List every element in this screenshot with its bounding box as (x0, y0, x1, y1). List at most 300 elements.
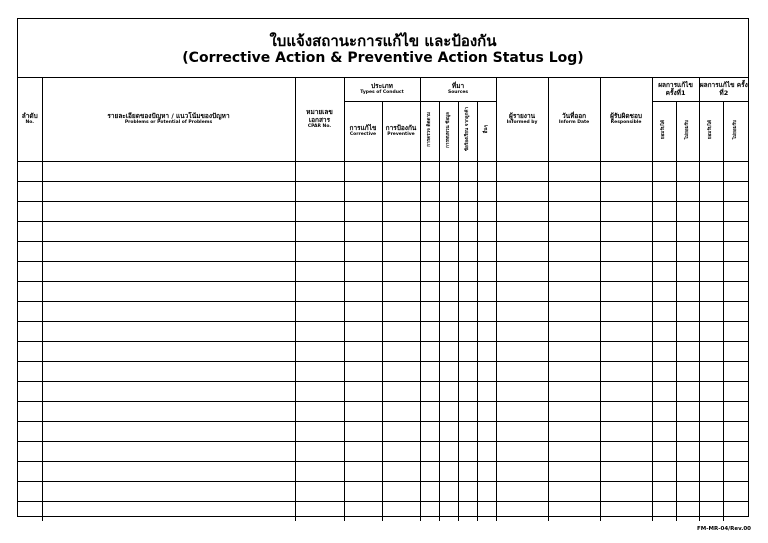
table-cell[interactable] (496, 281, 548, 301)
table-cell[interactable] (723, 201, 748, 221)
table-cell[interactable] (439, 461, 458, 481)
table-cell[interactable] (420, 301, 439, 321)
table-cell[interactable] (699, 281, 723, 301)
table-cell[interactable] (42, 241, 295, 261)
table-cell[interactable] (600, 181, 652, 201)
table-cell[interactable] (477, 501, 496, 521)
table-cell[interactable] (477, 241, 496, 261)
table-cell[interactable] (723, 421, 748, 441)
table-cell[interactable] (548, 301, 600, 321)
table-cell[interactable] (382, 361, 420, 381)
table-cell[interactable] (18, 221, 42, 241)
table-cell[interactable] (496, 181, 548, 201)
table-cell[interactable] (548, 241, 600, 261)
table-cell[interactable] (439, 181, 458, 201)
table-cell[interactable] (496, 241, 548, 261)
table-cell[interactable] (699, 341, 723, 361)
table-cell[interactable] (723, 181, 748, 201)
table-cell[interactable] (496, 301, 548, 321)
table-cell[interactable] (477, 421, 496, 441)
table-cell[interactable] (652, 361, 676, 381)
table-cell[interactable] (439, 301, 458, 321)
header-corrective: การแก้ไข Corrective (344, 101, 382, 161)
table-cell[interactable] (295, 241, 344, 261)
table-cell[interactable] (723, 281, 748, 301)
table-cell[interactable] (652, 341, 676, 361)
table-cell[interactable] (676, 241, 699, 261)
table-cell[interactable] (295, 321, 344, 341)
table-cell[interactable] (496, 401, 548, 421)
table-cell[interactable] (496, 461, 548, 481)
table-cell[interactable] (18, 501, 42, 521)
table-cell[interactable] (42, 501, 295, 521)
table-cell[interactable] (18, 281, 42, 301)
table-cell[interactable] (18, 321, 42, 341)
table-cell[interactable] (676, 261, 699, 281)
table-cell[interactable] (699, 321, 723, 341)
table-cell[interactable] (676, 441, 699, 461)
table-cell[interactable] (723, 241, 748, 261)
table-cell[interactable] (477, 341, 496, 361)
table-cell[interactable] (676, 161, 699, 181)
table-cell[interactable] (652, 161, 676, 181)
table-cell[interactable] (699, 381, 723, 401)
table-cell[interactable] (458, 301, 477, 321)
table-cell[interactable] (382, 441, 420, 461)
table-cell[interactable] (699, 161, 723, 181)
table-cell[interactable] (496, 261, 548, 281)
table-cell[interactable] (42, 321, 295, 341)
table-cell[interactable] (496, 381, 548, 401)
table-cell[interactable] (723, 301, 748, 321)
table-cell[interactable] (458, 421, 477, 441)
table-cell[interactable] (652, 221, 676, 241)
table-cell[interactable] (600, 221, 652, 241)
table-cell[interactable] (295, 401, 344, 421)
table-cell[interactable] (496, 321, 548, 341)
table-cell[interactable] (382, 261, 420, 281)
table-cell[interactable] (439, 381, 458, 401)
table-cell[interactable] (458, 381, 477, 401)
table-cell[interactable] (382, 381, 420, 401)
table-cell[interactable] (42, 361, 295, 381)
table-cell[interactable] (420, 481, 439, 501)
table-cell[interactable] (420, 201, 439, 221)
table-cell[interactable] (420, 461, 439, 481)
table-cell[interactable] (295, 281, 344, 301)
table-cell[interactable] (458, 401, 477, 421)
table-cell[interactable] (548, 441, 600, 461)
table-cell[interactable] (344, 381, 382, 401)
table-cell[interactable] (548, 381, 600, 401)
table-cell[interactable] (548, 501, 600, 521)
table-cell[interactable] (477, 481, 496, 501)
table-cell[interactable] (699, 201, 723, 221)
table-cell[interactable] (477, 201, 496, 221)
table-cell[interactable] (439, 481, 458, 501)
table-cell[interactable] (18, 421, 42, 441)
table-cell[interactable] (676, 321, 699, 341)
table-cell[interactable] (382, 501, 420, 521)
table-cell[interactable] (699, 401, 723, 421)
table-cell[interactable] (548, 181, 600, 201)
table-cell[interactable] (439, 441, 458, 461)
table-cell[interactable] (600, 461, 652, 481)
table-cell[interactable] (496, 161, 548, 181)
table-cell[interactable] (477, 441, 496, 461)
table-cell[interactable] (600, 381, 652, 401)
table-cell[interactable] (699, 241, 723, 261)
table-cell[interactable] (676, 341, 699, 361)
header-result2-accept: ยอมรับได้ (699, 101, 723, 161)
table-cell[interactable] (18, 201, 42, 221)
table-cell[interactable] (652, 481, 676, 501)
table-cell[interactable] (420, 441, 439, 461)
table-cell[interactable] (676, 201, 699, 221)
table-cell[interactable] (699, 461, 723, 481)
table-cell[interactable] (420, 341, 439, 361)
table-cell[interactable] (382, 241, 420, 261)
table-cell[interactable] (723, 481, 748, 501)
table-cell[interactable] (18, 461, 42, 481)
table-row (18, 421, 748, 441)
header-informed-by: ผู้รายงาน Informed by (496, 77, 548, 161)
table-cell[interactable] (439, 501, 458, 521)
table-cell[interactable] (42, 341, 295, 361)
table-cell[interactable] (439, 321, 458, 341)
table-cell[interactable] (382, 481, 420, 501)
table-cell[interactable] (18, 181, 42, 201)
table-cell[interactable] (344, 281, 382, 301)
table-cell[interactable] (723, 261, 748, 281)
table-cell[interactable] (295, 161, 344, 181)
table-cell[interactable] (676, 501, 699, 521)
table-cell[interactable] (344, 181, 382, 201)
table-cell[interactable] (458, 221, 477, 241)
table-cell[interactable] (477, 321, 496, 341)
table-cell[interactable] (652, 381, 676, 401)
table-cell[interactable] (652, 241, 676, 261)
table-cell[interactable] (18, 401, 42, 421)
header-problems: รายละเอียดของปัญหา / แนวโน้มของปัญหา Problems or Potential of Problems (42, 77, 295, 161)
table-cell[interactable] (652, 261, 676, 281)
table-cell[interactable] (42, 421, 295, 441)
table-cell[interactable] (420, 281, 439, 301)
table-cell[interactable] (723, 461, 748, 481)
table-cell[interactable] (42, 381, 295, 401)
table-cell[interactable] (382, 301, 420, 321)
table-cell[interactable] (548, 421, 600, 441)
table-cell[interactable] (458, 321, 477, 341)
table-cell[interactable] (548, 161, 600, 181)
table-cell[interactable] (548, 461, 600, 481)
table-cell[interactable] (652, 201, 676, 221)
table-cell[interactable] (699, 301, 723, 321)
table-cell[interactable] (344, 241, 382, 261)
table-cell[interactable] (548, 321, 600, 341)
table-cell[interactable] (723, 161, 748, 181)
table-cell[interactable] (600, 361, 652, 381)
table-cell[interactable] (458, 281, 477, 301)
table-cell[interactable] (676, 181, 699, 201)
table-cell[interactable] (42, 301, 295, 321)
table-cell[interactable] (42, 461, 295, 481)
table-cell[interactable] (496, 481, 548, 501)
table-cell[interactable] (652, 301, 676, 321)
table-cell[interactable] (477, 261, 496, 281)
table-cell[interactable] (458, 341, 477, 361)
table-cell[interactable] (676, 301, 699, 321)
table-cell[interactable] (676, 281, 699, 301)
table-cell[interactable] (439, 401, 458, 421)
table-cell[interactable] (439, 261, 458, 281)
table-cell[interactable] (344, 501, 382, 521)
table-cell[interactable] (458, 361, 477, 381)
table-cell[interactable] (420, 381, 439, 401)
table-cell[interactable] (652, 401, 676, 421)
table-cell[interactable] (600, 321, 652, 341)
table-cell[interactable] (42, 401, 295, 421)
table-cell[interactable] (42, 281, 295, 301)
header-preventive: การป้องกัน Preventive (382, 101, 420, 161)
table-cell[interactable] (600, 401, 652, 421)
table-cell[interactable] (496, 361, 548, 381)
table-cell[interactable] (344, 441, 382, 461)
table-cell[interactable] (420, 181, 439, 201)
table-cell[interactable] (295, 181, 344, 201)
table-cell[interactable] (295, 441, 344, 461)
table-cell[interactable] (382, 401, 420, 421)
table-cell[interactable] (420, 261, 439, 281)
table-cell[interactable] (600, 441, 652, 461)
table-cell[interactable] (295, 201, 344, 221)
table-cell[interactable] (458, 201, 477, 221)
table-cell[interactable] (652, 281, 676, 301)
table-cell[interactable] (723, 321, 748, 341)
table-cell[interactable] (477, 301, 496, 321)
table-cell[interactable] (420, 401, 439, 421)
table-cell[interactable] (548, 481, 600, 501)
table-cell[interactable] (420, 321, 439, 341)
table-cell[interactable] (344, 221, 382, 241)
table-row (18, 301, 748, 321)
table-cell[interactable] (382, 221, 420, 241)
table-cell[interactable] (477, 181, 496, 201)
table-cell[interactable] (699, 501, 723, 521)
table-cell[interactable] (18, 341, 42, 361)
table-cell[interactable] (477, 461, 496, 481)
table-cell[interactable] (295, 301, 344, 321)
table-cell[interactable] (458, 241, 477, 261)
table-cell[interactable] (295, 381, 344, 401)
table-cell[interactable] (42, 161, 295, 181)
table-cell[interactable] (344, 461, 382, 481)
table-cell[interactable] (496, 501, 548, 521)
table-cell[interactable] (439, 421, 458, 441)
table-cell[interactable] (344, 341, 382, 361)
table-cell[interactable] (496, 221, 548, 241)
table-cell[interactable] (382, 181, 420, 201)
table-cell[interactable] (42, 441, 295, 461)
header-types-of-conduct: ประเภท Types of Conduct (344, 77, 420, 101)
table-cell[interactable] (723, 381, 748, 401)
table-cell[interactable] (344, 201, 382, 221)
table-cell[interactable] (439, 221, 458, 241)
table-cell[interactable] (18, 481, 42, 501)
table-cell[interactable] (439, 341, 458, 361)
header-result1-reject: ไม่ยอมรับ (676, 101, 699, 161)
table-cell[interactable] (382, 161, 420, 181)
table-cell[interactable] (548, 201, 600, 221)
table-cell[interactable] (344, 261, 382, 281)
table-cell[interactable] (699, 221, 723, 241)
table-cell[interactable] (548, 221, 600, 241)
table-cell[interactable] (458, 481, 477, 501)
table-cell[interactable] (600, 501, 652, 521)
table-cell[interactable] (344, 321, 382, 341)
table-cell[interactable] (600, 481, 652, 501)
table-cell[interactable] (600, 281, 652, 301)
table-cell[interactable] (382, 321, 420, 341)
table-cell[interactable] (295, 461, 344, 481)
table-cell[interactable] (458, 501, 477, 521)
table-cell[interactable] (676, 481, 699, 501)
table-cell[interactable] (477, 381, 496, 401)
table-cell[interactable] (723, 361, 748, 381)
table-cell[interactable] (723, 401, 748, 421)
table-cell[interactable] (458, 261, 477, 281)
table-cell[interactable] (600, 341, 652, 361)
table-cell[interactable] (18, 261, 42, 281)
header-result-1: ผลการแก้ไข ครั้งที่1 (652, 77, 699, 101)
table-cell[interactable] (600, 201, 652, 221)
table-cell[interactable] (676, 381, 699, 401)
table-cell[interactable] (652, 501, 676, 521)
table-cell[interactable] (676, 401, 699, 421)
table-cell[interactable] (42, 221, 295, 241)
table-cell[interactable] (458, 461, 477, 481)
table-cell[interactable] (42, 201, 295, 221)
table-cell[interactable] (295, 421, 344, 441)
table-cell[interactable] (420, 241, 439, 261)
table-cell[interactable] (600, 241, 652, 261)
table-cell[interactable] (699, 361, 723, 381)
table-cell[interactable] (382, 341, 420, 361)
table-cell[interactable] (699, 181, 723, 201)
table-cell[interactable] (295, 261, 344, 281)
table-cell[interactable] (344, 421, 382, 441)
table-cell[interactable] (652, 421, 676, 441)
table-cell[interactable] (420, 361, 439, 381)
table-cell[interactable] (295, 481, 344, 501)
table-cell[interactable] (382, 461, 420, 481)
table-cell[interactable] (439, 241, 458, 261)
table-cell[interactable] (477, 221, 496, 241)
table-cell[interactable] (548, 281, 600, 301)
table-cell[interactable] (439, 161, 458, 181)
table-cell[interactable] (723, 501, 748, 521)
table-cell[interactable] (548, 261, 600, 281)
table-cell[interactable] (439, 361, 458, 381)
table-cell[interactable] (295, 341, 344, 361)
table-cell[interactable] (723, 341, 748, 361)
table-cell[interactable] (600, 421, 652, 441)
table-cell[interactable] (295, 221, 344, 241)
table-cell[interactable] (676, 361, 699, 381)
table-cell[interactable] (295, 501, 344, 521)
table-cell[interactable] (344, 301, 382, 321)
table-cell[interactable] (382, 421, 420, 441)
table-cell[interactable] (699, 481, 723, 501)
table-cell[interactable] (420, 421, 439, 441)
table-cell[interactable] (699, 441, 723, 461)
table-cell[interactable] (496, 441, 548, 461)
table-cell[interactable] (420, 161, 439, 181)
table-cell[interactable] (600, 301, 652, 321)
table-cell[interactable] (42, 261, 295, 281)
table-cell[interactable] (548, 361, 600, 381)
table-cell[interactable] (496, 201, 548, 221)
table-cell[interactable] (344, 361, 382, 381)
table-cell[interactable] (496, 421, 548, 441)
table-cell[interactable] (439, 281, 458, 301)
table-cell[interactable] (18, 441, 42, 461)
table-cell[interactable] (420, 221, 439, 241)
table-cell[interactable] (295, 361, 344, 381)
table-cell[interactable] (18, 301, 42, 321)
table-cell[interactable] (18, 241, 42, 261)
table-cell[interactable] (676, 221, 699, 241)
table-cell[interactable] (477, 281, 496, 301)
table-cell[interactable] (18, 161, 42, 181)
table-cell[interactable] (344, 481, 382, 501)
table-cell[interactable] (676, 421, 699, 441)
table-cell[interactable] (382, 201, 420, 221)
table-cell[interactable] (18, 381, 42, 401)
header-source-review: การทบทวน ข้อมูล (439, 101, 458, 161)
table-cell[interactable] (344, 161, 382, 181)
table-cell[interactable] (652, 441, 676, 461)
table-cell[interactable] (699, 261, 723, 281)
table-cell[interactable] (382, 281, 420, 301)
table-cell[interactable] (42, 181, 295, 201)
table-cell[interactable] (458, 181, 477, 201)
table-cell[interactable] (477, 361, 496, 381)
table-cell[interactable] (600, 161, 652, 181)
table-cell[interactable] (458, 441, 477, 461)
table-cell[interactable] (420, 501, 439, 521)
table-cell[interactable] (477, 401, 496, 421)
table-cell[interactable] (548, 341, 600, 361)
table-cell[interactable] (652, 181, 676, 201)
table-cell[interactable] (699, 421, 723, 441)
header-source-complaint: ข้อร้องเรียน จากลูกค้า (458, 101, 477, 161)
table-cell[interactable] (477, 161, 496, 181)
table-cell[interactable] (600, 261, 652, 281)
table-cell[interactable] (344, 401, 382, 421)
table-cell[interactable] (652, 461, 676, 481)
table-cell[interactable] (42, 481, 295, 501)
table-cell[interactable] (652, 321, 676, 341)
table-cell[interactable] (723, 221, 748, 241)
table-cell[interactable] (439, 201, 458, 221)
table-cell[interactable] (496, 341, 548, 361)
table-cell[interactable] (458, 161, 477, 181)
table-cell[interactable] (18, 361, 42, 381)
table-cell[interactable] (723, 441, 748, 461)
table-cell[interactable] (676, 461, 699, 481)
table-cell[interactable] (548, 401, 600, 421)
